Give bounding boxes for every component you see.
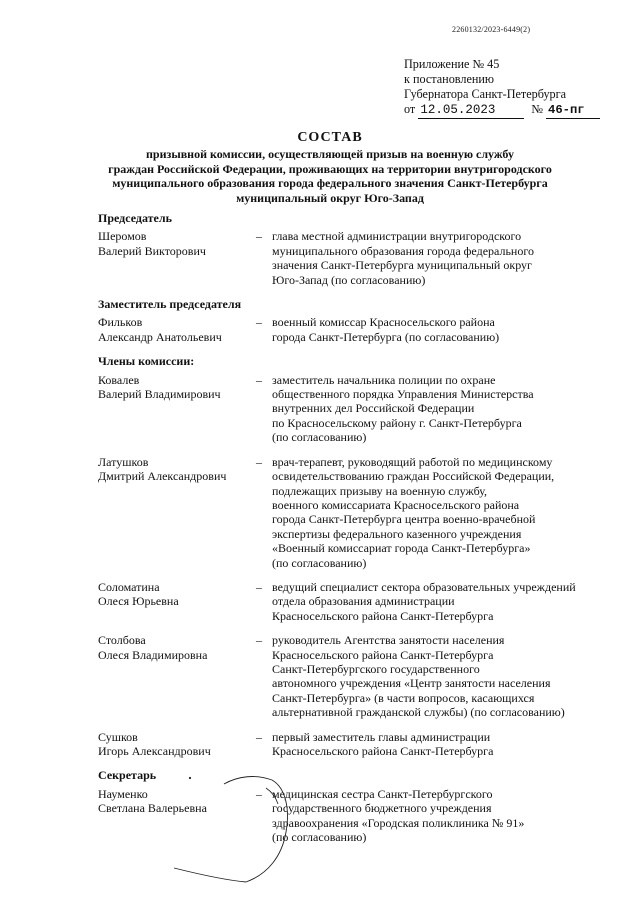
commission-roster bbox=[98, 211, 618, 854]
member-role-line: (по согласованию) bbox=[272, 430, 367, 445]
document-code: 2260132/2023-6449(2) bbox=[452, 25, 531, 34]
dash-separator: – bbox=[256, 315, 262, 330]
member-role-line: Санкт-Петербурга» (в части вопросов, касающихся bbox=[272, 690, 535, 705]
member-name-line: Фильков bbox=[98, 315, 143, 330]
member-row bbox=[98, 373, 618, 445]
member-name-line: Олеся Юрьевна bbox=[98, 594, 179, 609]
section-heading: Заместитель председателя bbox=[98, 297, 242, 312]
member-role bbox=[272, 730, 618, 759]
number-value: 46-пг bbox=[546, 103, 600, 119]
member-role-line: значения Санкт-Петербурга муниципальный округ bbox=[272, 258, 532, 273]
member-row bbox=[98, 455, 618, 570]
member-role bbox=[272, 633, 618, 719]
title-subtitle-line: муниципального образования города федерального значения Санкт-Петербурга bbox=[112, 176, 548, 190]
date-value: 12.05.2023 bbox=[418, 103, 524, 119]
date-number-row bbox=[404, 102, 634, 119]
member-name-line: Александр Анатольевич bbox=[98, 329, 222, 344]
dash-separator: – bbox=[256, 229, 262, 244]
title-subtitle-line: призывной комиссии, осуществляющей призыв на военную службу bbox=[146, 147, 514, 161]
member-role bbox=[272, 229, 618, 287]
member-role-line: общественного порядка Управления Министерства bbox=[272, 387, 534, 402]
section-heading: Секретарь bbox=[98, 768, 157, 783]
appendix-line: Губернатора Санкт-Петербурга bbox=[404, 87, 567, 101]
member-name bbox=[98, 730, 256, 759]
section-heading: Члены комиссии: bbox=[98, 354, 195, 369]
member-role-line: Юго-Запад (по согласованию) bbox=[272, 272, 426, 287]
member-role-line: первый заместитель главы администрации bbox=[272, 729, 491, 744]
member-name-line: Игорь Александрович bbox=[98, 744, 211, 758]
member-name-line: Сушков bbox=[98, 729, 138, 744]
member-name bbox=[98, 633, 256, 719]
signature-mark bbox=[168, 770, 308, 905]
member-role-line: военного комиссариата Красносельского района bbox=[272, 497, 520, 512]
member-row bbox=[98, 315, 618, 344]
number-label: № bbox=[531, 102, 543, 116]
member-role-line: медицинская сестра Санкт-Петербургского bbox=[272, 786, 493, 801]
member-role-line: ведущий специалист сектора образовательных учреждений bbox=[272, 579, 576, 594]
member-role-line: города Санкт-Петербурга (по согласованию) bbox=[272, 329, 500, 344]
member-role-line: города Санкт-Петербурга центра военно-врачебной bbox=[272, 512, 536, 527]
appendix-line: к постановлению bbox=[404, 72, 495, 86]
member-role bbox=[272, 315, 618, 344]
member-name bbox=[98, 455, 256, 570]
member-name-line: Ковалев bbox=[98, 372, 140, 387]
page-title: СОСТАВ bbox=[297, 130, 363, 145]
title-subtitle-line: муниципальный округ Юго-Запад bbox=[236, 190, 424, 205]
title-block bbox=[60, 129, 600, 205]
member-role-line: автономного учреждения «Центр занятости населения bbox=[272, 676, 551, 691]
dash-separator: – bbox=[256, 786, 262, 801]
member-role-line: по Красносельскому району г. Санкт-Петербурга bbox=[272, 415, 522, 430]
member-role bbox=[272, 373, 618, 445]
member-role bbox=[272, 455, 618, 570]
member-role-line: глава местной администрации внутригородского bbox=[272, 229, 522, 244]
member-row bbox=[98, 229, 618, 287]
date-prefix: от bbox=[404, 102, 416, 116]
member-role bbox=[272, 580, 618, 623]
dash-separator: – bbox=[256, 729, 262, 744]
member-name-line: Светлана Валерьевна bbox=[98, 801, 207, 816]
member-role-line: врач-терапевт, руководящий работой по медицинскому bbox=[272, 454, 553, 469]
member-role-line: здравоохранения «Городская поликлиника № 91» bbox=[272, 815, 525, 830]
member-role-line: (по согласованию) bbox=[272, 555, 367, 570]
member-name-line: Соломатина bbox=[98, 579, 160, 594]
member-role-line: (по согласованию) bbox=[272, 830, 367, 845]
member-name-line: Шеромов bbox=[98, 229, 147, 244]
member-role-line: муниципального образования города федерального bbox=[272, 243, 534, 258]
member-name bbox=[98, 580, 256, 623]
member-name-line: Латушков bbox=[98, 454, 149, 469]
member-role-line: отдела образования администрации bbox=[272, 594, 455, 609]
member-role-line: экспертизы федерального казенного учреждения bbox=[272, 526, 522, 541]
dash-separator: – bbox=[256, 454, 262, 469]
member-role bbox=[272, 787, 618, 845]
member-row bbox=[98, 580, 618, 623]
member-role-line: внутренних дел Российской Федерации bbox=[272, 401, 475, 416]
dash-separator: – bbox=[256, 633, 262, 648]
member-name-line: Валерий Викторович bbox=[98, 243, 206, 258]
title-subtitle-line: граждан Российской Федерации, проживающих на территории внутригородского bbox=[108, 161, 552, 176]
member-role-line: освидетельствованию граждан Российской Федерации, bbox=[272, 469, 555, 484]
appendix-line: Приложение № 45 bbox=[404, 57, 500, 71]
member-role-line: заместитель начальника полиции по охране bbox=[272, 372, 496, 387]
member-role-line: Красносельского района Санкт-Петербурга bbox=[272, 647, 494, 662]
member-row bbox=[98, 633, 618, 719]
member-name-line: Олеся Владимировна bbox=[98, 647, 208, 662]
member-row bbox=[98, 730, 618, 759]
member-role-line: «Военный комиссариат города Санкт-Петербурга» bbox=[272, 541, 531, 556]
member-role-line: Санкт-Петербургского государственного bbox=[272, 661, 480, 676]
member-name bbox=[98, 315, 256, 344]
dash-separator: – bbox=[256, 372, 262, 387]
member-name-line: Дмитрий Александрович bbox=[98, 469, 227, 484]
member-name bbox=[98, 373, 256, 445]
member-name bbox=[98, 229, 256, 287]
member-role-line: подлежащих призыву на военную службу, bbox=[272, 483, 488, 498]
member-role-line: альтернативной гражданской службы) (по согласованию) bbox=[272, 705, 565, 720]
section-heading: Председатель bbox=[98, 211, 172, 225]
member-name-line: Столбова bbox=[98, 633, 146, 648]
member-name-line: Науменко bbox=[98, 786, 148, 801]
dash-separator: – bbox=[256, 579, 262, 594]
member-role-line: Красносельского района Санкт-Петербурга bbox=[272, 744, 494, 758]
member-role-line: военный комиссар Красносельского района bbox=[272, 315, 495, 330]
member-role-line: государственного бюджетного учреждения bbox=[272, 801, 492, 816]
appendix-block bbox=[404, 57, 634, 119]
member-role-line: Красносельского района Санкт-Петербурга bbox=[272, 608, 494, 623]
member-name-line: Валерий Владимирович bbox=[98, 387, 221, 402]
member-role-line: руководитель Агентства занятости населения bbox=[272, 633, 505, 648]
